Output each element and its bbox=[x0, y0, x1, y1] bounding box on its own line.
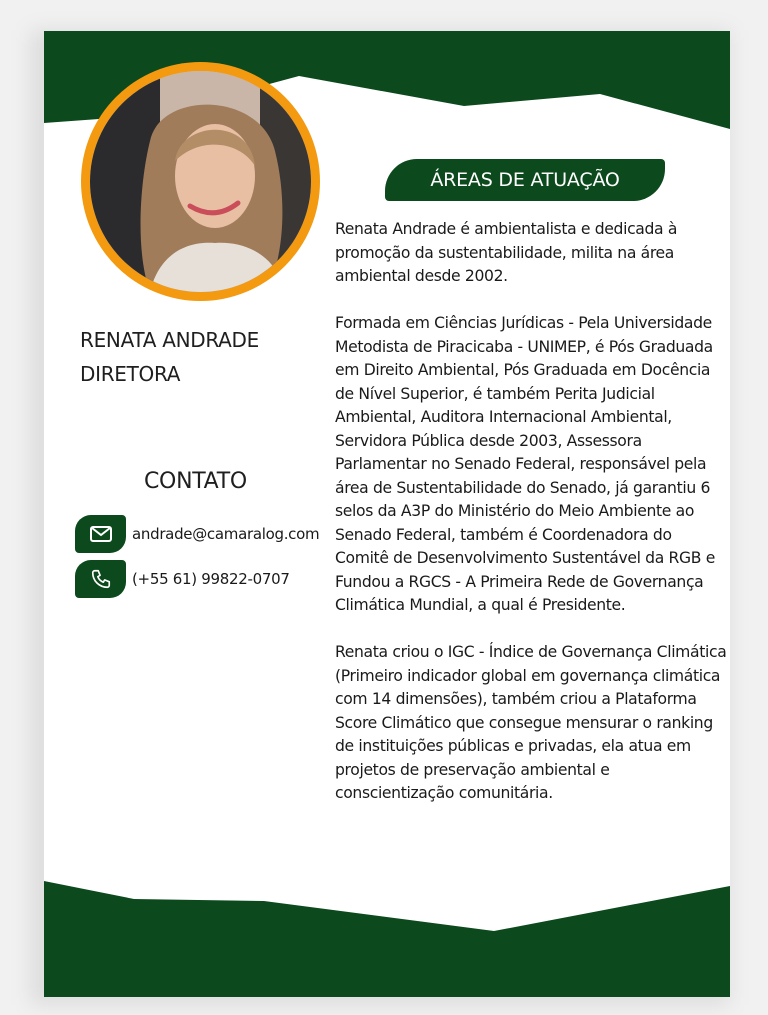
bio-paragraph-1: Renata Andrade é ambientalista e dedicada à promoção da sustentabilidade, milita na área ambiental desde 2002. bbox=[335, 220, 678, 285]
contact-email[interactable]: andrade@camaralog.com bbox=[132, 525, 320, 543]
profile-card bbox=[44, 31, 730, 997]
contact-phone-row[interactable] bbox=[75, 560, 290, 598]
person-role: DIRETORA bbox=[80, 362, 181, 386]
photo-frame bbox=[81, 62, 320, 301]
contact-title: CONTATO bbox=[144, 469, 247, 494]
bottom-green-band bbox=[44, 881, 730, 997]
contact-phone[interactable]: (+55 61) 99822-0707 bbox=[132, 570, 290, 588]
person-photo-icon bbox=[90, 71, 311, 292]
profile-photo bbox=[90, 71, 311, 292]
person-name: RENATA ANDRADE bbox=[80, 328, 259, 352]
bio-text bbox=[335, 218, 727, 829]
name-block bbox=[80, 323, 259, 391]
bio-paragraph-2: Formada em Ciências Jurídicas - Pela Universidade Metodista de Piracicaba - UNIMEP, é Pós Graduada em Direito Ambiental, Pós Graduada em Docência de Nível Superior, é também Perita Judicial Ambiental, Auditora Internacional Ambiental, Servidora Pública desde 2003, Assessora Parlamentar no Senado Federal, responsável pela área de Sustentabilidade do Senado, já garantiu 6 selos da A3P do Ministério do Meio Ambiente ao Senado Federal, também é Coordenadora do Comitê de Desenvolvimento Sustentável da RGB e Fundou a RGCS - A Primeira Rede de Governança Climática Mundial, a qual é Presidente. bbox=[335, 314, 715, 614]
phone-icon bbox=[75, 560, 126, 598]
bio-paragraph-3: Renata criou o IGC - Índice de Governança Climática (Primeiro indicador global em governança climática com 14 dimensões), também criou a Plataforma Score Climático que consegue mensurar o ranking de instituições públicas e privadas, ela atua em projetos de preservação ambiental e conscientização comunitária. bbox=[335, 643, 727, 802]
contact-email-row[interactable] bbox=[75, 515, 319, 553]
section-title-pill: ÁREAS DE ATUAÇÃO bbox=[385, 159, 665, 201]
mail-icon bbox=[75, 515, 126, 553]
